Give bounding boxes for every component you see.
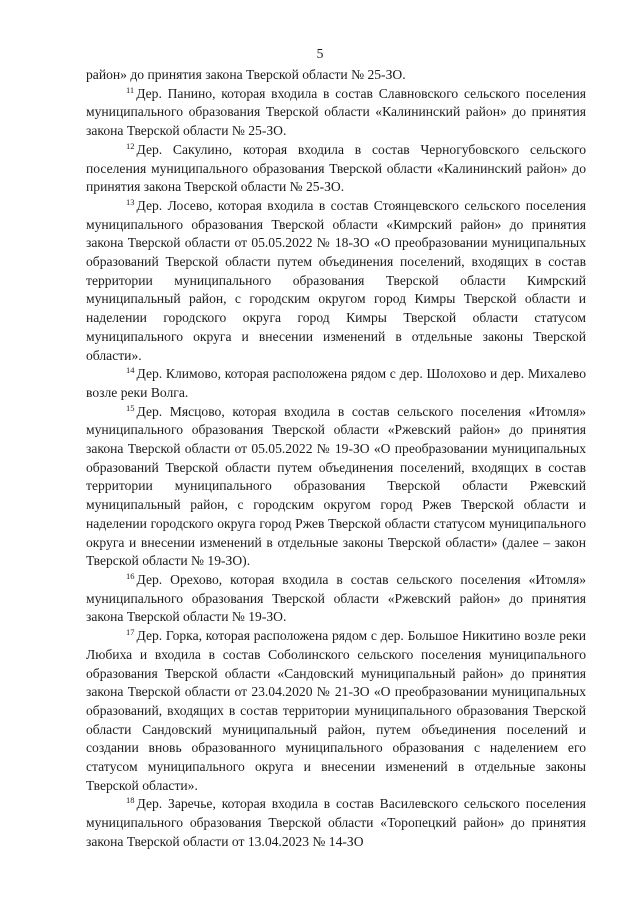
footnote-15 <box>86 403 586 571</box>
footnote-17 <box>86 627 586 795</box>
footnote-11 <box>86 85 586 141</box>
footnote-marker: 17 <box>126 627 135 638</box>
footnote-marker: 14 <box>126 365 135 376</box>
footnote-marker: 15 <box>126 402 135 413</box>
footnote-marker: 11 <box>126 84 135 95</box>
footnote-text: район» до принятия закона Тверской области № 25-ЗО. <box>86 67 406 82</box>
footnote-16 <box>86 571 586 627</box>
footnote-marker: 16 <box>126 570 135 581</box>
footnote-continuation <box>86 66 586 85</box>
footnote-text: Дер. Панино, которая входила в состав Славновского сельского поселения муниципального образования Тверской области «Калининский район» до принятия закона Тверской области № 25-ЗО. <box>86 85 586 139</box>
footnote-text: Дер. Мясцово, которая входила в состав сельского поселения «Итомля» муниципального образования Тверской области «Ржевский район» до принятия закона Тверской области от 05.05.2022 № 19-ЗО «О преобразовании муниципальных образований Тверской области путем объединения поселений, входящих в состав территории муниципального образования Тверской области Ржевский муниципальный район, с городским округом город Ржев Тверской области и наделении городского округа город Ржев Тверской области статусом муниципального округа и внесении изменений в отдельные законы Тверской области» (далее – закон Тверской области № 19-ЗО). <box>86 403 586 569</box>
footnote-text: Дер. Лосево, которая входила в состав Стоянцевского сельского поселения муниципального образования Тверской области «Кимрский район» до принятия закона Тверской области от 05.05.2022 № 18-ЗО «О преобразовании муниципальных образований Тверской области путем объединения поселений, входящих в состав территории муниципального образования Тверской области Кимрский муниципальный район, с городским округом город Кимры Тверской области и наделении городского округа город Кимры Тверской области статусом муниципального округа и внесении изменений в отдельные законы Тверской области». <box>86 197 586 363</box>
footnote-12 <box>86 141 586 197</box>
footnote-text: Дер. Горка, которая расположена рядом с дер. Большое Никитино возле реки Любиха и входила в состав Соболинского сельского поселения муниципального образования Тверской области «Сандовский муниципальный район» до принятия закона Тверской области от 23.04.2020 № 21-ЗО «О преобразовании муниципальных образований, входящих в состав территории муниципального образования Тверской области Сандовский муниципальный район, путем объединения поселений и создании вновь образованного муниципального образования с наделением его статусом муниципального округа и внесении изменений в отдельные законы Тверской области». <box>86 628 586 793</box>
footnote-marker: 18 <box>126 795 135 806</box>
footnote-14 <box>86 365 586 402</box>
footnote-text: Дер. Сакулино, которая входила в состав Черногубовского сельского поселения муниципального образования Тверской области «Калининский район» до принятия закона Тверской области № 25-ЗО. <box>86 141 586 195</box>
footnotes-list <box>86 66 586 852</box>
footnote-13 <box>86 197 586 365</box>
footnote-18 <box>86 795 586 851</box>
footnote-marker: 12 <box>126 140 135 151</box>
page-number: 5 <box>316 46 324 61</box>
footnote-text: Дер. Заречье, которая входила в состав Василевского сельского поселения муниципального образования Тверской области «Торопецкий район» до принятия закона Тверской области от 13.04.2023 № 14-ЗО <box>86 796 586 849</box>
footnote-text: Дер. Орехово, которая входила в состав сельского поселения «Итомля» муниципального образования Тверской области «Ржевский район» до принятия закона Тверской области № 19-ЗО. <box>86 571 586 625</box>
footnote-text: Дер. Климово, которая расположена рядом с дер. Шолохово и дер. Михалево возле реки Волга. <box>86 366 586 400</box>
footnote-marker: 13 <box>126 196 135 207</box>
